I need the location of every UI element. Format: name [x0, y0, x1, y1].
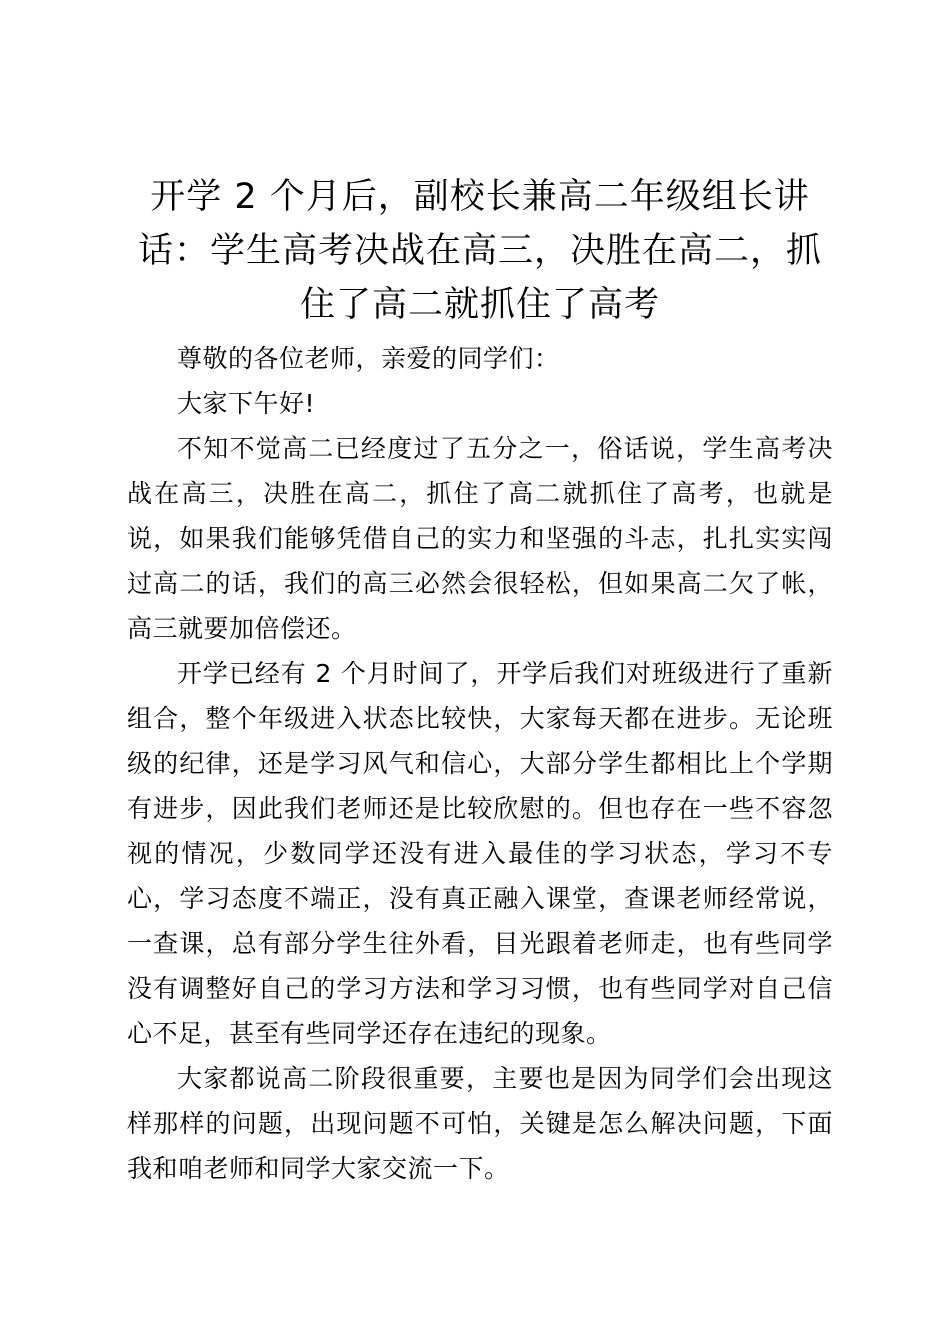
- paragraph-body: 不知不觉高二已经度过了五分之一，俗话说，学生高考决战在高三，决胜在高二，抓住了高二就抓住了高考，也就是说，如果我们能够凭借自己的实力和坚强的斗志，扎扎实实闯过高二的话，我们的高三必然会很轻松，但如果高二欠了帐，高三就要加倍偿还。: [127, 434, 833, 643]
- paragraph-salutation: 尊敬的各位老师，亲爱的同学们：: [177, 344, 560, 373]
- document-title: 开学 2 个月后，副校长兼高二年级组长讲话：学生高考决战在高三，决胜在高二，抓住了高二就抓住了高考: [137, 177, 822, 325]
- paragraph-greeting: 大家下午好!: [177, 389, 316, 418]
- document-body: [127, 170, 833, 1191]
- paragraph-body: 大家都说高二阶段很重要，主要也是因为同学们会出现这样那样的问题，出现问题不可怕，关键是怎么解决问题，下面我和咱老师和同学大家交流一下。: [127, 1064, 833, 1183]
- paragraph-body: 开学已经有 2 个月时间了，开学后我们对班级进行了重新组合，整个年级进入状态比较快，大家每天都在进步。无论班级的纪律，还是学习风气和信心，大部分学生都相比上个学期有进步，因此我们老师还是比较欣慰的。但也存在一些不容忽视的情况，少数同学还没有进入最佳的学习状态，学习不专心，学习态度不端正，没有真正融入课堂，查课老师经常说，一查课，总有部分学生往外看，目光跟着老师走，也有些同学没有调整好自己的学习方法和学习习惯，也有些同学对自己信心不足，甚至有些同学还存在违纪的现象。: [127, 659, 833, 1048]
